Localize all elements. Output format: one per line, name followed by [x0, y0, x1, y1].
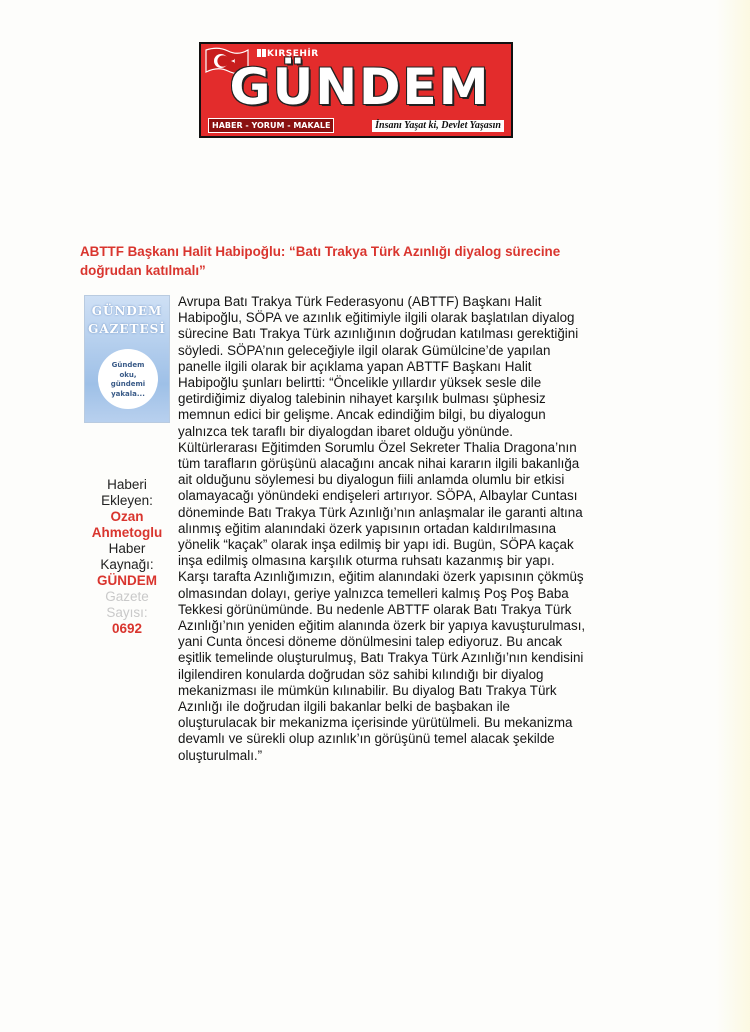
author-last-name: Ahmetoglu: [91, 525, 163, 540]
badge-title: GÜNDEM GAZETESİ: [88, 304, 166, 336]
source-value: GÜNDEM: [97, 573, 157, 588]
article-body-line: Habipoğlu, SÖPA ve azınlık eğitimiyle ilgili olarak başlatılan diyalog: [178, 310, 575, 326]
article-body-line: döneminde Batı Trakya Türk Azınlığı’nın anlaşmalar ile garanti altına: [178, 504, 583, 520]
added-by-label: Haberi: [107, 477, 147, 492]
article-body-line: Azınlığı’nın yeniden eğitim alanında özerk bir yapıya kavuşturulması,: [178, 618, 586, 634]
page-edge-tint: [716, 0, 750, 1032]
source-label-2: Kaynağı:: [100, 557, 154, 572]
article-body-line: Karşı tarafta Azınlığımızın, eğitim alanındaki özerk yapısının çökmüş: [178, 569, 584, 585]
issue-label-2: Sayısı:: [106, 605, 148, 620]
masthead-title: GÜNDEM: [229, 58, 491, 116]
article-body-line: oluşturulacak bir mekanizma içerisinde yürütülmeli. Bu mekanizma: [178, 715, 573, 731]
article-body-line: devamlı ve sürekli olup azınlık’ın görüşünü temel alacak şekilde: [178, 731, 555, 747]
article-body-line: ilgilendiren konularda doğrudan söz sahibi kılındığı bir diyalog: [178, 666, 544, 682]
article-body-line: alınmış eğitim alanındaki özerk yapısının ortadan kaldırılmasına: [178, 520, 557, 536]
article-body-line: panelle ilgili olarak bir açıklama yapan ABTTF Başkanı Halit: [178, 358, 532, 374]
headline-line-1: ABTTF Başkanı Halit Habipoğlu: “Batı Trakya Türk Azınlığı diyalog sürecine: [80, 244, 561, 259]
article-body-line: söyledi. SÖPA’nın geleceğiyle ilgil olarak Gümülcine’de yapılan: [178, 342, 551, 358]
article-body-line: olamayacağı yönündeki endişeleri artırıyor. SÖPA, Albaylar Cuntası: [178, 488, 578, 504]
article-body-line: yönelik “kaçak” olarak inşa edilmiş bir yapı idi. Bugün, SÖPA kaçak: [178, 537, 574, 553]
added-by-label-2: Ekleyen:: [101, 493, 153, 508]
issue-label: Gazete: [105, 589, 149, 604]
article-body-line: yani Cunta öncesi döneme dönülmesini talep ediyoruz. Bu ancak: [178, 634, 563, 650]
article-body-line: memnun edici bir gelişme. Ancak edindiğim bilgi, bu diyalogun: [178, 407, 546, 423]
article-headline: [80, 242, 640, 280]
article-body-line: Azınlığı ile doğrudan ilgili bakanlar belki de başbakan ile: [178, 699, 511, 715]
author-first-name: Ozan: [110, 509, 144, 524]
article-body-line: eşitlik temelinde oluşturulmuş, Batı Trakya Türk Azınlığı’nın kendisini: [178, 650, 584, 666]
article-body-line: Kültürlerarası Eğitimden Sorumlu Özel Sekreter Thalia Dragona’nın: [178, 439, 577, 455]
masthead-tagline: HABER - YORUM - MAKALE: [208, 118, 334, 133]
article-body-line: getirdiğimiz diyalog talebinin nihayet karşılık bulması şüphesiz: [178, 391, 546, 407]
gundem-gazetesi-badge: [84, 295, 170, 423]
article-body-line: inşa edilmiş olmasına karşılık oturma ruhsatı kazanmış bir yapı.: [178, 553, 555, 569]
article-body-line: olmasından dolayı, geriye yalnızca temelleri kalmış Poş Poş Baba: [178, 585, 569, 601]
article-body-line: Avrupa Batı Trakya Türk Federasyonu (ABTTF) Başkanı Halit: [178, 294, 542, 309]
article-info: [78, 477, 176, 637]
article-body-line: sürecine Batı Trakya Türk azınlığının doğrudan katılması gerektiğini: [178, 326, 579, 342]
masthead-city: KIRŞEHİR: [257, 49, 319, 59]
article-body-line: tüm tarafların görüşünü alacağını ancak nihai kararın ilgili bakanlığa: [178, 456, 580, 472]
article-body-line: mekanizması ile mümkün kılınabilir. Bu diyalog Batı Trakya Türk: [178, 682, 557, 698]
article-body-line: yalnızca tek taraflı bir diyalogdan ibaret olduğu yönünde.: [178, 423, 513, 439]
headline-line-2: doğrudan katılmalı”: [80, 263, 206, 278]
article-body-line: oluşturulmalı.”: [178, 747, 263, 763]
source-label: Haber: [108, 541, 146, 556]
article-body-line: ait olduğunu söylemesi bu diyalogun fiili anlamda olumlu bir etkisi: [178, 472, 565, 488]
badge-slogan: Gündem oku, gündemi yakala...: [110, 361, 146, 398]
article-body: [178, 294, 633, 764]
issue-number: 0692: [111, 621, 143, 636]
article-body-line: Tekkesi görünümünde. Bu nedenle ABTTF olarak Batı Trakya Türk: [178, 601, 572, 617]
masthead-motto: İnsanı Yaşat ki, Devlet Yaşasın: [372, 120, 504, 132]
newspaper-masthead-logo: [199, 42, 513, 138]
article-body-line: Habipoğlu şunları belirtti: “Öncelikle yıllardır yüksek sesle dile: [178, 375, 542, 391]
